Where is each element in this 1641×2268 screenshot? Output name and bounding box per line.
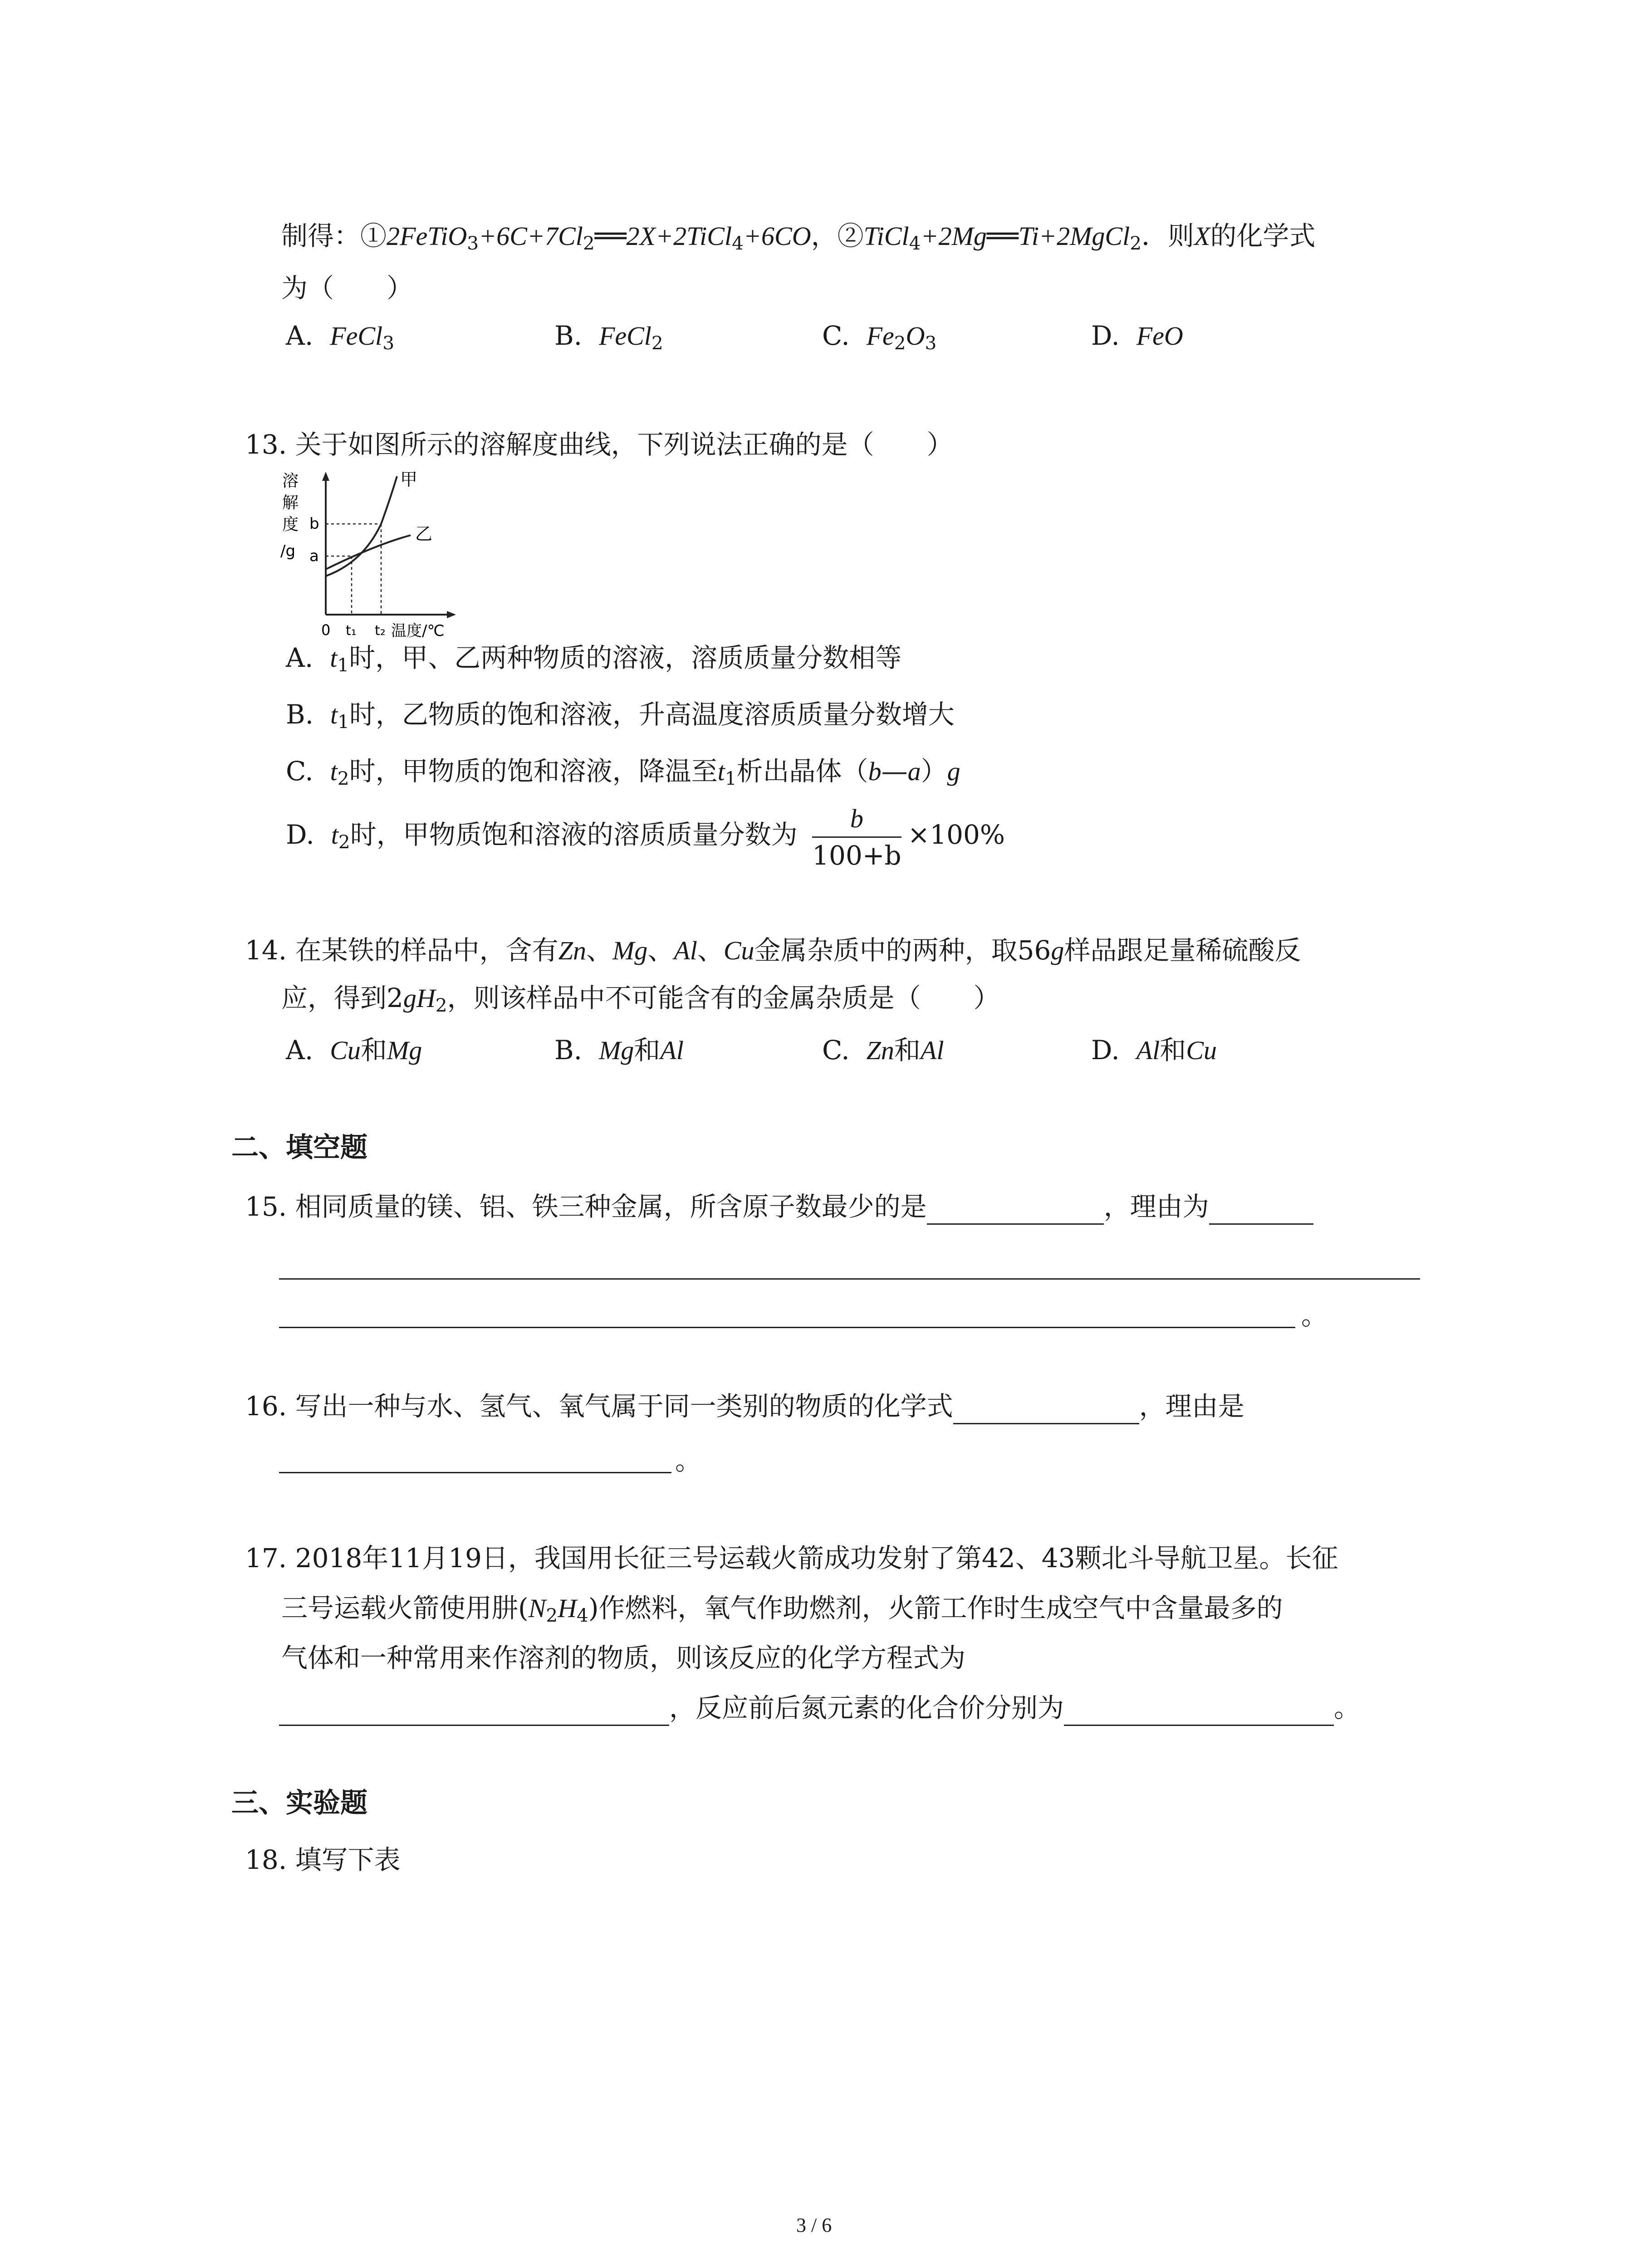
q13-stem: 13. 关于如图所示的溶解度曲线，下列说法正确的是（ ） [245,429,953,460]
tick-origin: 0 [321,621,331,639]
q15-line1: 15. 相同质量的镁、铝、铁三种金属，所含原子数最少的是 ，理由为 [245,1188,1313,1225]
q13-option-c[interactable]: C. $t_2$时，甲物质的饱和溶液，降温至$t_1$析出晶体（b—a）g [286,756,960,790]
ylabel-char: /g [280,542,296,560]
q12-option-a[interactable]: A. FeCl$_3$ [286,320,395,354]
q14-line2: 应，得到$2gH_2$，则该样品中不可能含有的金属杂质是（ ） [281,982,1000,1017]
tick-a: a [309,547,319,565]
section-heading-experiment: 三、实验题 [231,1787,367,1819]
q18-stem: 18. 填写下表 [245,1844,401,1875]
q14-option-c[interactable]: C. Zn和Al [822,1035,944,1066]
q12-line2: 为（ ） [281,273,413,303]
q14-option-b[interactable]: B. Mg和Al [554,1035,684,1066]
fraction [812,801,901,873]
q12-option-b[interactable]: B. FeCl$_2$ [554,320,663,354]
q13-option-d[interactable]: D. $t_2$时，甲物质饱和溶液的溶质质量分数为 $\frac{b}{100+b}$ ×100% [286,798,1005,873]
q14-option-d[interactable]: D. Al和Cu [1091,1035,1217,1066]
ylabel-char: 度 [282,515,299,534]
q17-equation-blank[interactable] [279,1696,669,1726]
ylabel-char: 解 [282,494,299,512]
q15-answer-blank-1[interactable] [927,1195,1104,1225]
ylabel-char: 溶 [282,472,299,490]
curve-yi [326,535,411,569]
q12-equation-line: 制得：$①2FeTiO_3+6C+7Cl_2══2X+2TiCl_4+6CO$，②TiCl$_4$+2Mg══Ti+2MgCl$_2$．则X的化学式 [281,220,1316,254]
q16-answer-blank-1[interactable] [953,1395,1139,1424]
label-yi: 乙 [415,524,433,544]
q13-option-b[interactable]: B. $t_1$时，乙物质的饱和溶液，升高温度溶质质量分数增大 [286,699,955,733]
fraction-numerator: b [812,801,901,838]
fraction-denominator: 100+b [812,840,901,871]
q16-end: 。 [675,1445,702,1476]
q15-answer-line-2[interactable] [279,1278,1420,1280]
q14-option-a[interactable]: A. Cu和Mg [286,1035,422,1066]
xlabel: 温度/℃ [391,622,445,640]
tick-t2: t₂ [375,623,386,639]
q16-line1: 16. 写出一种与水、氢气、氧气属于同一类别的物质的化学式 ，理由是 [245,1388,1244,1424]
q13-option-a[interactable]: A. $t_1$时，甲、乙两种物质的溶液，溶质质量分数相等 [286,642,902,676]
x-axis-arrow [447,611,456,618]
curve-jia [326,476,397,576]
q15-end: 。 [1301,1300,1328,1331]
q15-answer-blank-2[interactable] [1209,1195,1313,1225]
y-axis-arrow [322,472,329,481]
q17-valence-blank[interactable] [1064,1696,1334,1726]
q17-line2: 三号运载火箭使用肼$(N_2H_4)$作燃料，氧气作助燃剂，火箭工作时生成空气中含量最多的 [281,1593,1283,1627]
q15-answer-line-3[interactable] [279,1327,1295,1328]
solubility-curve-figure [272,467,463,644]
section-heading-fill-in: 二、填空题 [231,1132,367,1163]
page-number: 3 / 6 [796,2214,832,2236]
q12-option-d[interactable]: D. FeO [1091,320,1183,351]
q17-line4: ，反应前后氮元素的化合价分别为 。 [279,1690,1360,1726]
q17-line3: 气体和一种常用来作溶剂的物质，则该反应的化学方程式为 [281,1642,966,1673]
q17-line1: 17. 2018年11月19日，我国用长征三号运载火箭成功发射了第42、43颗北斗导航卫星。长征 [245,1543,1338,1574]
label-jia: 甲 [400,469,418,489]
q14-line1: 14. 在某铁的样品中，含有Zn、Mg、Al、Cu金属杂质中的两种，取56g样品跟足量稀硫酸反 [245,935,1301,966]
tick-t1: t₁ [346,623,357,639]
tick-b: b [309,515,319,533]
q12-option-c[interactable]: C. $Fe_2O_3$ [822,320,937,354]
q16-answer-blank-2[interactable] [279,1472,671,1473]
